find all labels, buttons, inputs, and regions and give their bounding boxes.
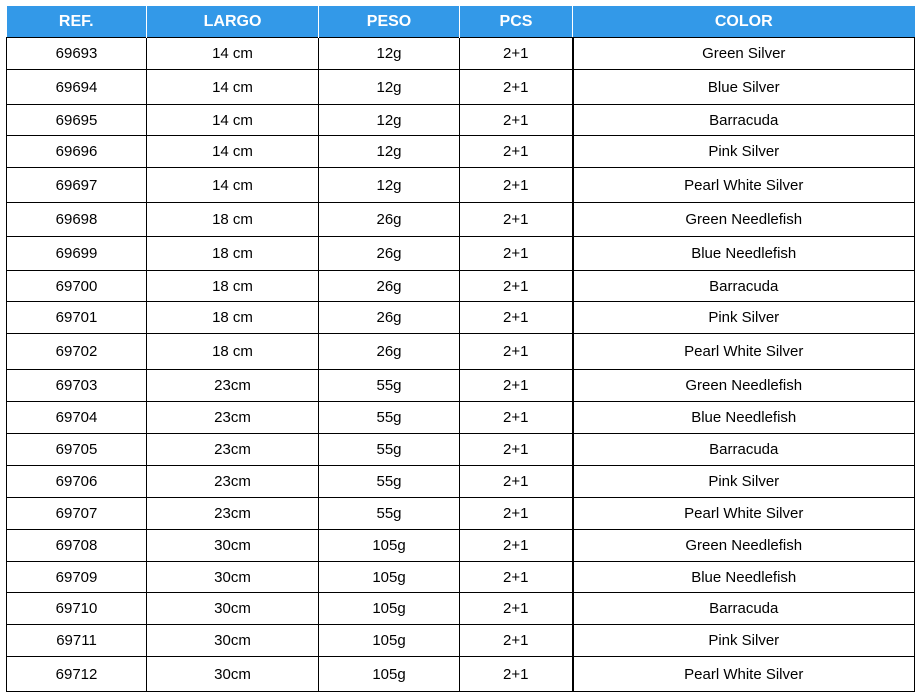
table-row xyxy=(7,466,915,498)
cell-pcs: 2+1 xyxy=(460,38,573,70)
table-row xyxy=(7,203,915,237)
cell-peso: 105g xyxy=(319,530,460,562)
cell-pcs: 2+1 xyxy=(460,562,573,593)
cell-largo: 23cm xyxy=(147,498,319,530)
cell-pcs: 2+1 xyxy=(460,530,573,562)
cell-ref: 69693 xyxy=(7,38,147,70)
cell-largo: 23cm xyxy=(147,434,319,466)
cell-peso: 55g xyxy=(319,434,460,466)
table-row xyxy=(7,498,915,530)
cell-color: Blue Needlefish xyxy=(573,562,915,593)
cell-ref: 69709 xyxy=(7,562,147,593)
cell-pcs: 2+1 xyxy=(460,434,573,466)
cell-color: Green Needlefish xyxy=(573,203,915,237)
cell-ref: 69708 xyxy=(7,530,147,562)
product-spec-table xyxy=(6,6,915,692)
cell-pcs: 2+1 xyxy=(460,203,573,237)
cell-color: Green Needlefish xyxy=(573,530,915,562)
cell-ref: 69696 xyxy=(7,136,147,168)
cell-peso: 26g xyxy=(319,203,460,237)
cell-ref: 69705 xyxy=(7,434,147,466)
cell-pcs: 2+1 xyxy=(460,402,573,434)
table-row xyxy=(7,136,915,168)
table-row xyxy=(7,38,915,70)
header-color: COLOR xyxy=(573,6,915,38)
cell-largo: 23cm xyxy=(147,370,319,402)
table-row xyxy=(7,657,915,692)
table-row xyxy=(7,402,915,434)
cell-ref: 69694 xyxy=(7,70,147,105)
header-pcs: PCS xyxy=(460,6,573,38)
cell-pcs: 2+1 xyxy=(460,466,573,498)
cell-color: Barracuda xyxy=(573,434,915,466)
cell-pcs: 2+1 xyxy=(460,302,573,334)
cell-largo: 23cm xyxy=(147,466,319,498)
cell-pcs: 2+1 xyxy=(460,593,573,625)
cell-ref: 69710 xyxy=(7,593,147,625)
cell-largo: 30cm xyxy=(147,530,319,562)
cell-largo: 30cm xyxy=(147,625,319,657)
cell-peso: 12g xyxy=(319,136,460,168)
cell-pcs: 2+1 xyxy=(460,625,573,657)
table-row xyxy=(7,562,915,593)
cell-color: Pink Silver xyxy=(573,302,915,334)
cell-largo: 14 cm xyxy=(147,38,319,70)
cell-color: Pearl White Silver xyxy=(573,168,915,203)
cell-color: Pearl White Silver xyxy=(573,334,915,370)
cell-largo: 18 cm xyxy=(147,334,319,370)
cell-pcs: 2+1 xyxy=(460,105,573,136)
cell-color: Blue Needlefish xyxy=(573,237,915,271)
cell-largo: 23cm xyxy=(147,402,319,434)
cell-color: Pink Silver xyxy=(573,625,915,657)
table-row xyxy=(7,530,915,562)
cell-ref: 69698 xyxy=(7,203,147,237)
cell-peso: 55g xyxy=(319,466,460,498)
cell-ref: 69701 xyxy=(7,302,147,334)
cell-pcs: 2+1 xyxy=(460,498,573,530)
cell-pcs: 2+1 xyxy=(460,136,573,168)
cell-peso: 12g xyxy=(319,168,460,203)
cell-color: Pink Silver xyxy=(573,466,915,498)
cell-ref: 69700 xyxy=(7,271,147,302)
cell-peso: 12g xyxy=(319,70,460,105)
cell-peso: 26g xyxy=(319,237,460,271)
header-peso: PESO xyxy=(319,6,460,38)
cell-largo: 18 cm xyxy=(147,302,319,334)
table-row xyxy=(7,302,915,334)
cell-largo: 30cm xyxy=(147,593,319,625)
cell-ref: 69712 xyxy=(7,657,147,692)
cell-ref: 69706 xyxy=(7,466,147,498)
cell-ref: 69707 xyxy=(7,498,147,530)
cell-largo: 14 cm xyxy=(147,168,319,203)
cell-largo: 30cm xyxy=(147,562,319,593)
cell-ref: 69704 xyxy=(7,402,147,434)
table-row xyxy=(7,105,915,136)
cell-ref: 69699 xyxy=(7,237,147,271)
table-row xyxy=(7,168,915,203)
cell-peso: 105g xyxy=(319,657,460,692)
cell-peso: 55g xyxy=(319,370,460,402)
header-ref: REF. xyxy=(7,6,147,38)
table-row xyxy=(7,434,915,466)
table-body xyxy=(7,38,915,692)
header-row xyxy=(7,6,915,38)
table-row xyxy=(7,334,915,370)
cell-color: Barracuda xyxy=(573,593,915,625)
cell-peso: 12g xyxy=(319,38,460,70)
cell-pcs: 2+1 xyxy=(460,237,573,271)
cell-peso: 26g xyxy=(319,302,460,334)
cell-ref: 69711 xyxy=(7,625,147,657)
table-row xyxy=(7,70,915,105)
table-row xyxy=(7,237,915,271)
cell-ref: 69703 xyxy=(7,370,147,402)
cell-largo: 18 cm xyxy=(147,203,319,237)
cell-peso: 55g xyxy=(319,498,460,530)
table-header xyxy=(7,6,915,38)
cell-largo: 30cm xyxy=(147,657,319,692)
cell-peso: 105g xyxy=(319,593,460,625)
cell-peso: 105g xyxy=(319,625,460,657)
table-row xyxy=(7,271,915,302)
table-row xyxy=(7,370,915,402)
cell-largo: 18 cm xyxy=(147,271,319,302)
cell-pcs: 2+1 xyxy=(460,334,573,370)
cell-color: Green Silver xyxy=(573,38,915,70)
cell-peso: 12g xyxy=(319,105,460,136)
header-largo: LARGO xyxy=(147,6,319,38)
cell-ref: 69697 xyxy=(7,168,147,203)
cell-color: Blue Silver xyxy=(573,70,915,105)
cell-color: Blue Needlefish xyxy=(573,402,915,434)
cell-ref: 69702 xyxy=(7,334,147,370)
table-row xyxy=(7,625,915,657)
table-row xyxy=(7,593,915,625)
cell-color: Pink Silver xyxy=(573,136,915,168)
cell-color: Pearl White Silver xyxy=(573,498,915,530)
cell-pcs: 2+1 xyxy=(460,168,573,203)
cell-pcs: 2+1 xyxy=(460,657,573,692)
cell-pcs: 2+1 xyxy=(460,271,573,302)
cell-largo: 14 cm xyxy=(147,105,319,136)
cell-color: Green Needlefish xyxy=(573,370,915,402)
cell-ref: 69695 xyxy=(7,105,147,136)
cell-color: Pearl White Silver xyxy=(573,657,915,692)
cell-color: Barracuda xyxy=(573,271,915,302)
cell-peso: 26g xyxy=(319,334,460,370)
cell-peso: 26g xyxy=(319,271,460,302)
cell-largo: 14 cm xyxy=(147,136,319,168)
cell-largo: 18 cm xyxy=(147,237,319,271)
cell-largo: 14 cm xyxy=(147,70,319,105)
cell-peso: 105g xyxy=(319,562,460,593)
cell-peso: 55g xyxy=(319,402,460,434)
cell-pcs: 2+1 xyxy=(460,370,573,402)
cell-color: Barracuda xyxy=(573,105,915,136)
cell-pcs: 2+1 xyxy=(460,70,573,105)
